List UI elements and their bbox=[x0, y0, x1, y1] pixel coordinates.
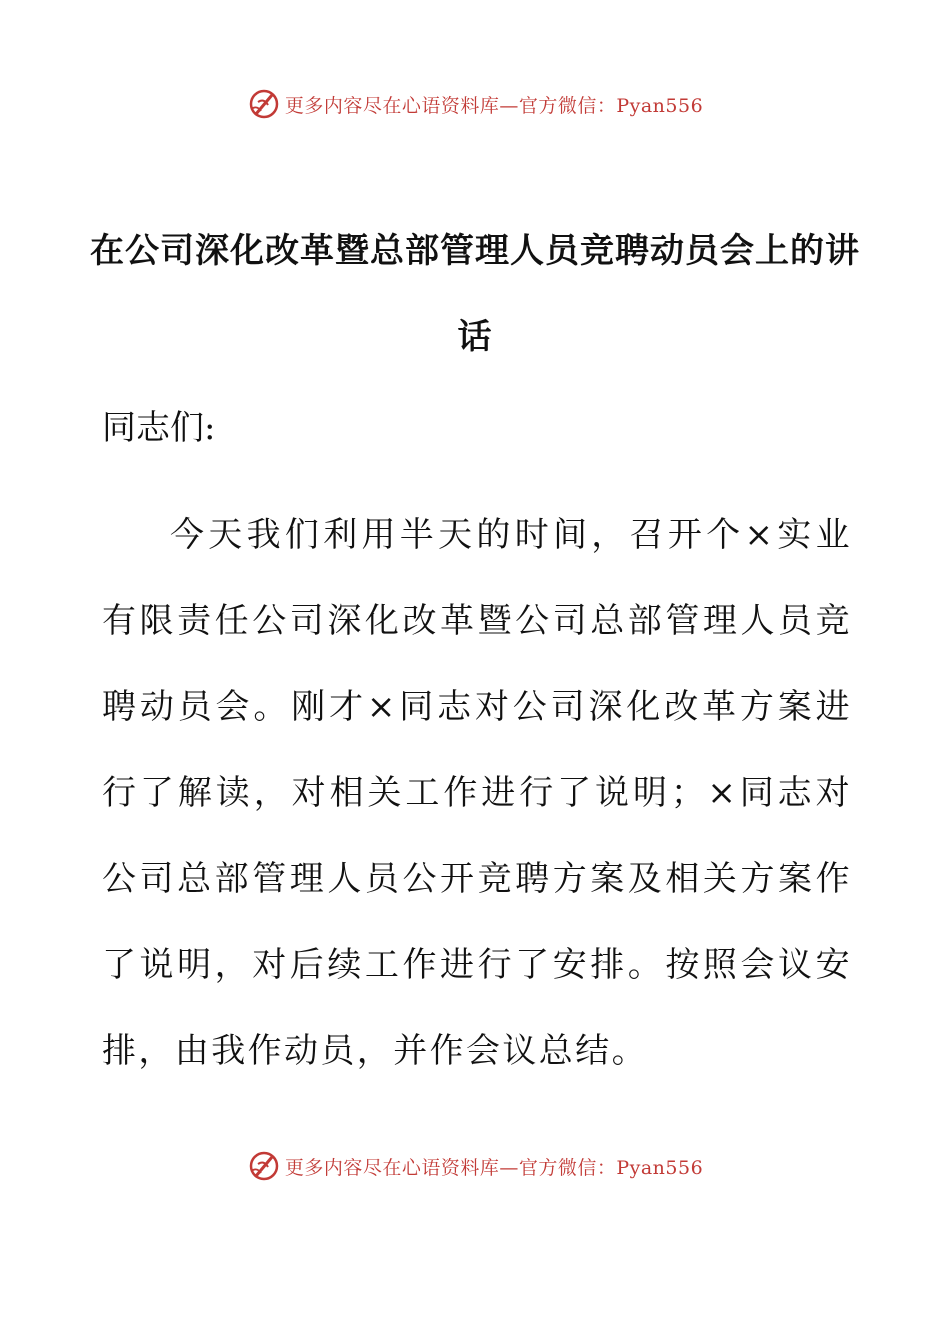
header-banner-text: 更多内容尽在心语资料库—官方微信：Pyan556 bbox=[284, 94, 704, 117]
footer-banner-text: 更多内容尽在心语资料库—官方微信：Pyan556 bbox=[284, 1156, 704, 1179]
document-title: 在公司深化改革暨总部管理人员竞聘动员会上的讲话 bbox=[90, 231, 860, 357]
pen-logo-icon bbox=[247, 87, 281, 121]
salutation: 同志们: bbox=[102, 408, 216, 448]
header-banner bbox=[0, 84, 950, 124]
body-paragraph: 今天我们利用半天的时间，召开个×实业有限责任公司深化改革暨公司总部管理人员竞聘动员会。刚才×同志对公司深化改革方案进行了解读，对相关工作进行了说明；×同志对公司总部管理人员公开竞聘方案及相关方案作了说明，对后续工作进行了安排。按照会议安排，由我作动员，并作会议总结。 bbox=[102, 515, 852, 1071]
footer-banner bbox=[0, 1146, 950, 1186]
pen-logo-icon bbox=[247, 1149, 281, 1183]
